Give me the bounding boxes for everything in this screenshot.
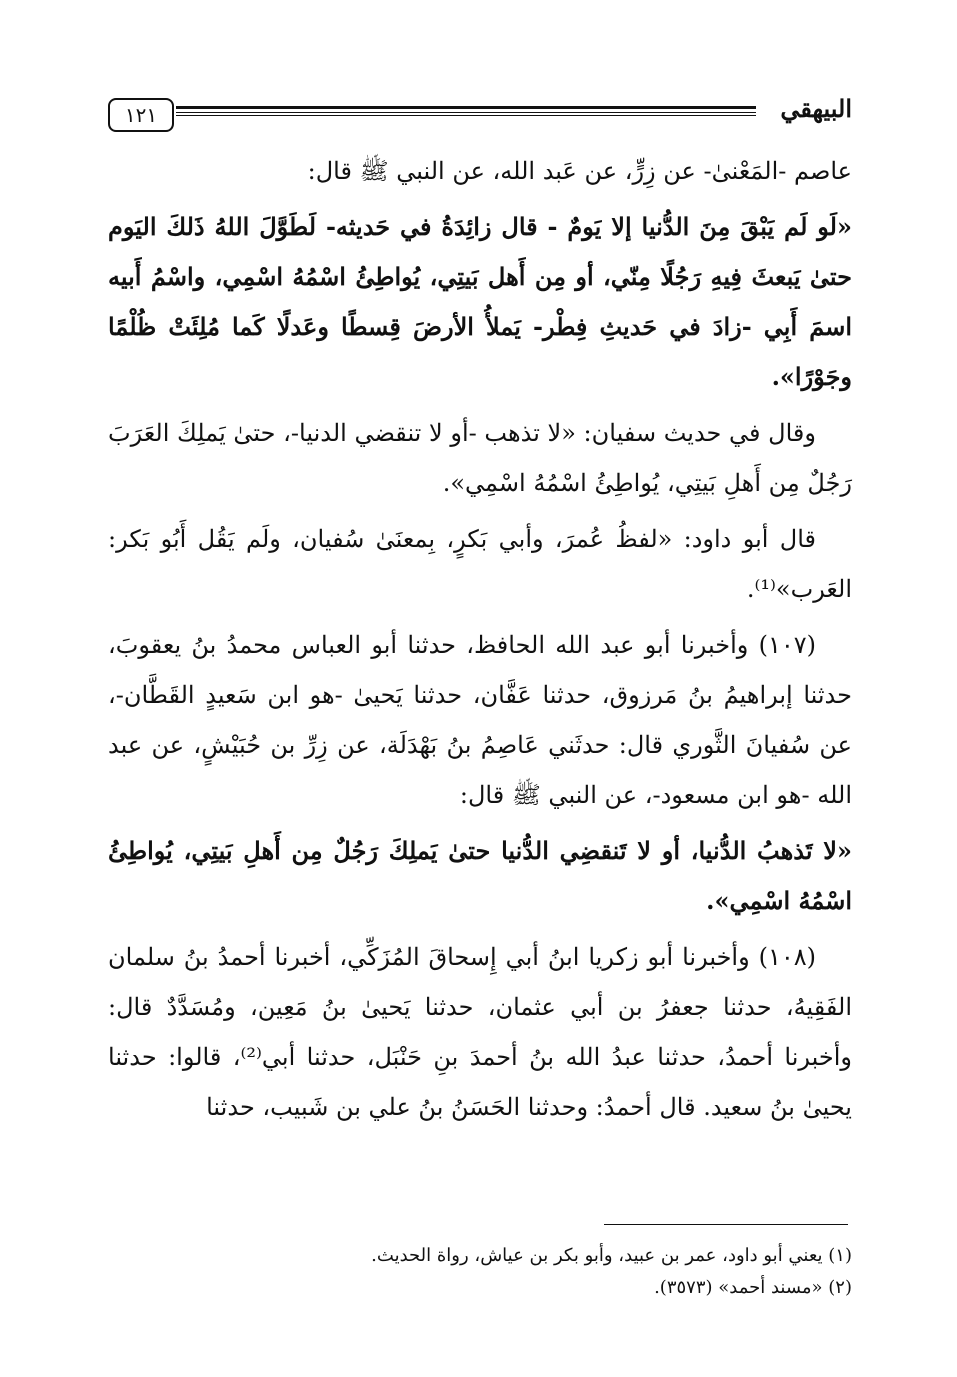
paragraph-isnad-intro: عاصم -المَعْنىٰ- عن زِرٍّ، عن عَبد الله، عن النبي ﷺ قال: — [307, 157, 852, 185]
header-rule-thin — [176, 115, 756, 116]
main-text — [108, 146, 852, 1138]
paragraph-hadith-matn: «لَو لَم يَبْقَ مِنَ الدُّنيا إلا يَومٌ - قال زائِدَةُ في حَديثه- لَطَوَّلَ اللهُ ذَلكَ اليَوم حتىٰ يَبعثَ فِيهِ رَجُلًا مِنّي، أو مِن أَهل بَيتِي، يُواطِئُ اسْمُهُ اسْمِي، واسْمُ أَبيه اسمَ أَبِي -زادَ في حَديثِ فِطْر- يَملأُ الأرضَ قِسطًا وعَدلًا كَما مُلِئَتْ ظُلْمًا وجَوْرًا». — [108, 212, 852, 391]
paragraph-hadith-107-isnad: (١٠٧) وأخبرنا أبو عبد الله الحافظ، حدثنا أبو العباس محمدُ بنُ يعقوبَ، حدثنا إبراهيمُ بنُ مَرزوق، حدثنا عَفَّان، حدثنا يَحيىٰ -هو ابن سَعيدٍ القَطَّان-، عن سُفيانَ الثَّوري قال: حدثَني عَاصِمُ بنُ بَهْدَلَة، عن زِرِّ بن حُبَيْشٍ، عن عبد الله -هو ابن مسعود-، عن النبي ﷺ قال: — [108, 631, 852, 809]
page-number-badge — [108, 98, 174, 132]
footnote-separator — [604, 1224, 848, 1225]
paragraph-abu-dawud-note: قال أبو داود: «لفظُ عُمرَ، وأبي بَكرٍ، بِمعنَىٰ سُفيان، ولَم يَقُل أَبُو بَكر: العَرب»⁽¹⁾. — [108, 525, 852, 603]
paragraph-sufyan-narration: وقال في حديث سفيان: «لا تذهب -أو لا تنقضي الدنيا-، حتىٰ يَملِكَ العَرَبَ رَجُلٌ مِن أَهلِ بَيتِي، يُواطِئُ اسْمُهُ اسْمِي». — [108, 419, 852, 497]
paragraph-hadith-108-isnad: (١٠٨) وأخبرنا أبو زكريا ابنُ أبي إِسحاقَ المُزَكِّي، أخبرنا أحمدُ بنُ سلمان الفَقِيهُ، حدثنا جعفرُ بن أبي عثمان، حدثنا يَحيىٰ بنُ مَعِين، ومُسَدَّدٌ قال: وأخبرنا أحمدُ، حدثنا عبدُ الله بنُ أحمدَ بنِ حَنْبَل، حدثنا أبي⁽²⁾، قالوا: حدثنا يحيىٰ بنُ سعيد. قال أحمدُ: وحدثنا الحَسَنُ بنُ علي بن شَبيب، حدثنا — [108, 943, 852, 1121]
page-header — [108, 96, 852, 136]
footnote-2: (٢) «مسند أحمد» (٣٥٧٣). — [654, 1277, 852, 1298]
footnote-1: (١) يعني أبو داود، عمر بن عبيد، وأبو بكر بن عياش، رواة الحديث. — [371, 1245, 852, 1266]
footnotes — [108, 1240, 852, 1304]
page-number: ١٢١ — [124, 103, 158, 127]
running-title: البيهقي — [780, 94, 852, 123]
paragraph-hadith-107-matn: «لا تَذهبُ الدُّنيا، أو لا تَنقضِي الدُّنيا حتىٰ يَملِكَ رَجُلٌ مِن أَهلِ بَيتِي، يُواطِئُ اسْمُهُ اسْمِي». — [108, 836, 852, 915]
header-rule — [176, 106, 756, 113]
